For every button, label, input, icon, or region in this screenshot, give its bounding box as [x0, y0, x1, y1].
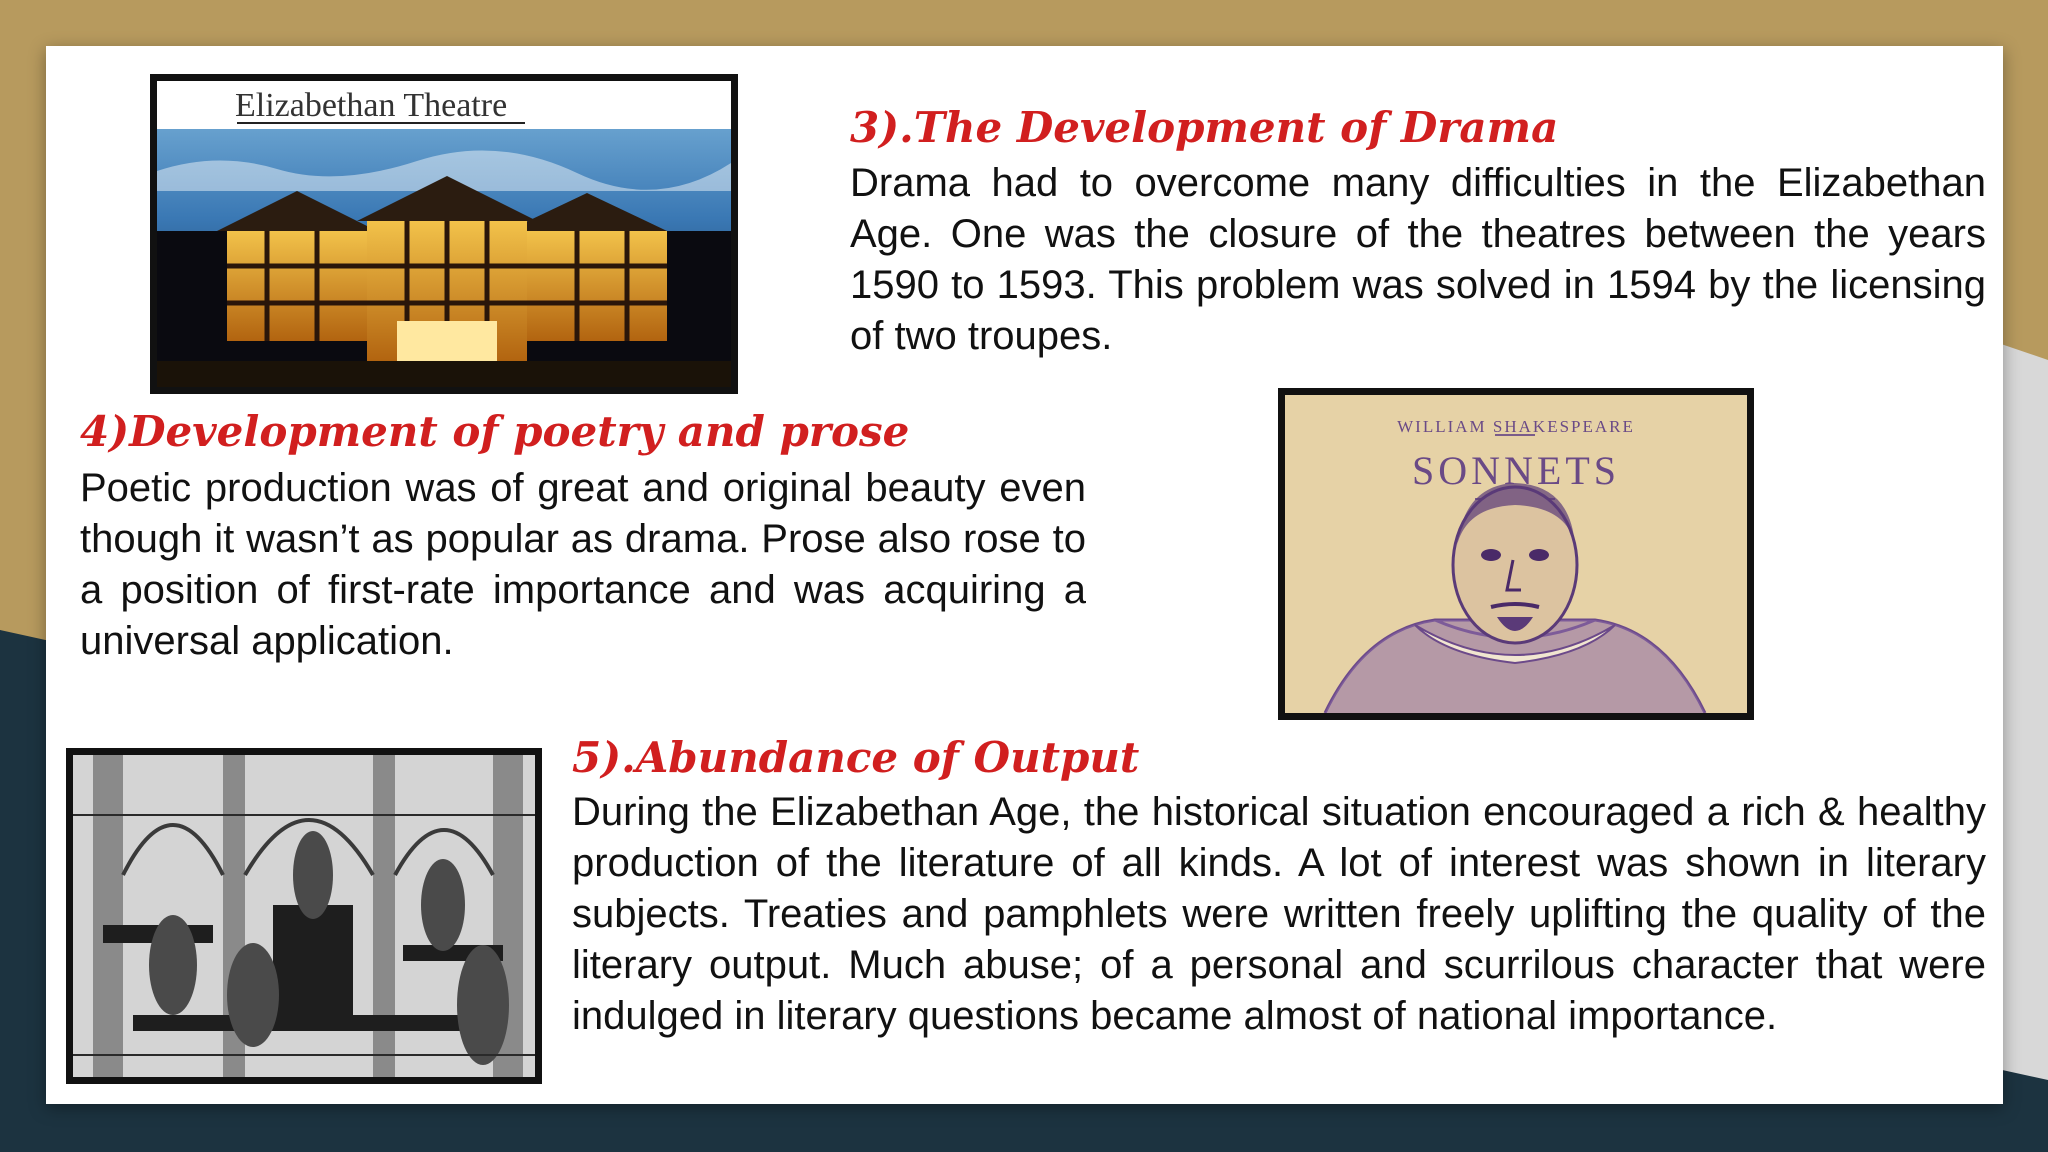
theatre-image [150, 74, 738, 394]
drama-paragraph: Drama had to overcome many difficulties in the Elizabethan Age. One was the closure of the theatres between the years 1590 to 1593. This problem was solved in 1594 by the licensing of two troupes. [850, 161, 1986, 358]
printing-workshop-image [66, 748, 542, 1084]
sonnets-cover-image [1278, 388, 1754, 720]
drama-heading: 3).The Development of Drama [850, 103, 1559, 152]
output-heading: 5).Abundance of Output [572, 733, 1140, 782]
sonnets-title: SONNETS [1411, 448, 1621, 493]
sonnets-author: WILLIAM SHAKESPEARE [1397, 417, 1635, 436]
output-paragraph: During the Elizabethan Age, the historical situation encouraged a rich & healthy production of the literature of all kinds. A lot of interest was shown in literary subjects. Treaties and pamphlets were written freely uplifting the quality of the literary output. Much abuse; of a personal and scurrilous character that were indulged in literary questions became almost of national importance. [572, 790, 1986, 1038]
slide [46, 46, 2003, 1104]
poetry-paragraph: Poetic production was of great and original beauty even though it wasn’t as popular as drama. Prose also rose to a position of first-rate importance and was acquiring a universal application. [80, 466, 1086, 663]
theatre-caption: Elizabethan Theatre [235, 87, 508, 124]
poetry-heading: 4)Development of poetry and prose [80, 407, 910, 456]
